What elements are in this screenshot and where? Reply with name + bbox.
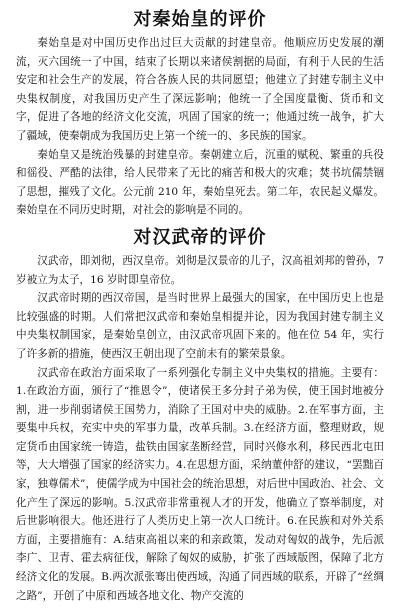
paragraph-han-3: 汉武帝在政治方面采取了一系列强化专制主义中央集权的措施。主要有：1.在政治方面，颁行了“推恩令”，使诸侯王多分封子弟为侯，使王国封地被分割，进一步削弱诸侯王国势力，消除了王国对中央的威胁。2.在军事方面，主要集中兵权，充实中央的军事力量，改革兵制。3.在经济方面，整理财政，规定货币由国家统一铸造，盐铁由国家垄断经营，同时兴修水利，移民西北屯田等，大大增强了国家的经济实力。4.在思想方面，采纳董仲舒的建议，“罢黜百家，独尊儒术”，使儒学成为中国社会的统治思想，对后世中国政治、社会、文化产生了深远的影响。5.汉武帝非常重视人才的开发，他确立了察举制度，对后世影响很大。他还进行了人类历史上第一次人口统计。6.在民族和对外关系方面，主要措施有：A.结束高祖以来的和亲政策，发动对匈奴的战争，先后派李广、卫青、霍去病征伐，解除了匈奴的威胁，扩张了西域版图，保障了北方经济文化的发展。B.两次派张骞出使西域，沟通了同西域的联系，开辟了“丝绸之路”，开创了中原和西域各地文化、物产交流的 [16,366,384,602]
section-title-han: 对汉武帝的评价 [133,226,267,248]
paragraph-qin-1: 秦始皇是对中国历史作出过巨大贡献的封建皇帝。他顺应历史发展的潮流，灭六国统一了中国，结束了长期以来诸侯割据的局面，有利于人民的生活安定和社会生产的发展，符合各族人民的共同愿望；他建立了封建专制主义中央集权制度，对我国历史产生了深远影响；他统一了全国度量衡、货币和文字，促进了各地的经济文化交流，巩固了国家的统一；他通过统一战争，扩大了疆域，使秦朝成为我国历史上第一个统一的、多民族的国家。 [16,37,384,142]
paragraph-qin-2: 秦始皇又是统治残暴的封建皇帝。秦朝建立后，沉重的赋税、繁重的兵役和徭役、严酷的法律，给人民带来了无比的痛苦和极大的灾难；焚书坑儒禁锢了思想，摧残了文化。公元前 210 年，秦始皇死去。第二年，农民起义爆发。秦始皇在不同历史时期，对社会的影响是不同的。 [16,148,384,217]
paragraph-han-1: 汉武帝，即刘彻，西汉皇帝。刘彻是汉景帝的儿子，汉高祖刘邦的曾孙，7 岁被立为太子，16 岁时即皇帝位。 [16,254,384,286]
section-title-qin: 对秦始皇的评价 [133,9,267,30]
paragraph-han-2: 汉武帝时期的西汉帝国，是当时世界上最强大的国家，在中国历史上也是比较强盛的时期。人们常把汉武帝和秦始皇相提并论，因为我国封建专制主义中央集权制国家，是秦始皇创立，由汉武帝巩固下来的。他在位 54 年，实行了许多新的措施，使西汉王朝出现了空前未有的繁荣景象。 [16,292,384,360]
